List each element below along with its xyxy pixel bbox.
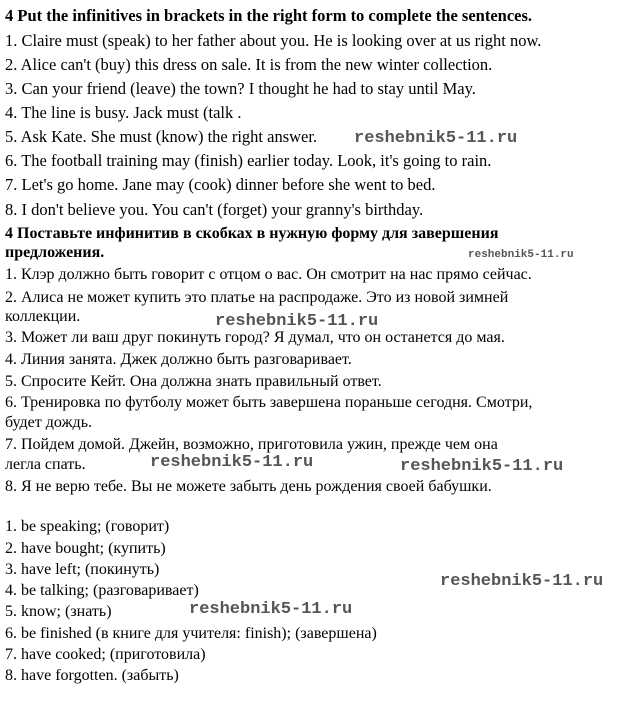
answer-2: 2. have bought; (купить) bbox=[5, 540, 166, 557]
translation-line-10: легла спать. bbox=[5, 456, 86, 473]
translation-line-2: 2. Алиса не может купить это платье на распродаже. Это из новой зимней bbox=[5, 289, 509, 306]
watermark: reshebnik5-11.ru bbox=[468, 249, 574, 261]
translation-line-1: 1. Клэр должно быть говорит с отцом о вас. Он смотрит на нас прямо сейчас. bbox=[5, 266, 532, 283]
answer-6: 6. be finished (в книге для учителя: finish); (завершена) bbox=[5, 625, 377, 642]
answer-7: 7. have cooked; (приготовила) bbox=[5, 646, 206, 663]
exercise-heading-ru-line1: 4 Поставьте инфинитив в скобках в нужную форму для завершения bbox=[5, 225, 499, 242]
translation-line-3: коллекции. bbox=[5, 308, 81, 325]
translation-line-5: 4. Линия занята. Джек должно быть разговаривает. bbox=[5, 351, 352, 368]
answer-1: 1. be speaking; (говорит) bbox=[5, 518, 170, 535]
watermark: reshebnik5-11.ru bbox=[400, 457, 564, 476]
answer-4: 4. be talking; (разговаривает) bbox=[5, 582, 199, 599]
watermark: reshebnik5-11.ru bbox=[440, 572, 604, 591]
exercise-item-3-en: 3. Can your friend (leave) the town? I thought he had to stay until May. bbox=[5, 79, 476, 98]
exercise-item-4-en: 4. The line is busy. Jack must (talk . bbox=[5, 103, 242, 122]
translation-line-11: 8. Я не верю тебе. Вы не можете забыть день рождения своей бабушки. bbox=[5, 478, 492, 495]
translation-line-4: 3. Может ли ваш друг покинуть город? Я думал, что он останется до мая. bbox=[5, 329, 505, 346]
exercise-item-6-en: 6. The football training may (finish) earlier today. Look, it's going to rain. bbox=[5, 151, 492, 170]
answer-3: 3. have left; (покинуть) bbox=[5, 561, 160, 578]
exercise-item-8-en: 8. I don't believe you. You can't (forget) your granny's birthday. bbox=[5, 200, 424, 219]
watermark: reshebnik5-11.ru bbox=[354, 129, 518, 148]
exercise-heading-en: 4 Put the infinitives in brackets in the right form to complete the sentences. bbox=[5, 6, 533, 25]
answer-8: 8. have forgotten. (забыть) bbox=[5, 667, 179, 684]
answer-5: 5. know; (знать) bbox=[5, 603, 112, 620]
exercise-item-1-en: 1. Claire must (speak) to her father about you. He is looking over at us right now. bbox=[5, 31, 542, 50]
translation-line-8: будет дождь. bbox=[5, 414, 92, 431]
exercise-heading-ru-line2: предложения. bbox=[5, 244, 105, 261]
exercise-item-7-en: 7. Let's go home. Jane may (cook) dinner before she went to bed. bbox=[5, 175, 436, 194]
translation-line-6: 5. Спросите Кейт. Она должна знать правильный ответ. bbox=[5, 373, 382, 390]
exercise-item-2-en: 2. Alice can't (buy) this dress on sale. It is from the new winter collection. bbox=[5, 55, 493, 74]
translation-line-7: 6. Тренировка по футболу может быть завершена пораньше сегодня. Смотри, bbox=[5, 394, 533, 411]
exercise-item-5-en: 5. Ask Kate. She must (know) the right answer. bbox=[5, 127, 318, 146]
watermark: reshebnik5-11.ru bbox=[150, 453, 314, 472]
watermark: reshebnik5-11.ru bbox=[189, 600, 353, 619]
watermark: reshebnik5-11.ru bbox=[215, 312, 379, 331]
translation-line-9: 7. Пойдем домой. Джейн, возможно, приготовила ужин, прежде чем она bbox=[5, 436, 498, 453]
